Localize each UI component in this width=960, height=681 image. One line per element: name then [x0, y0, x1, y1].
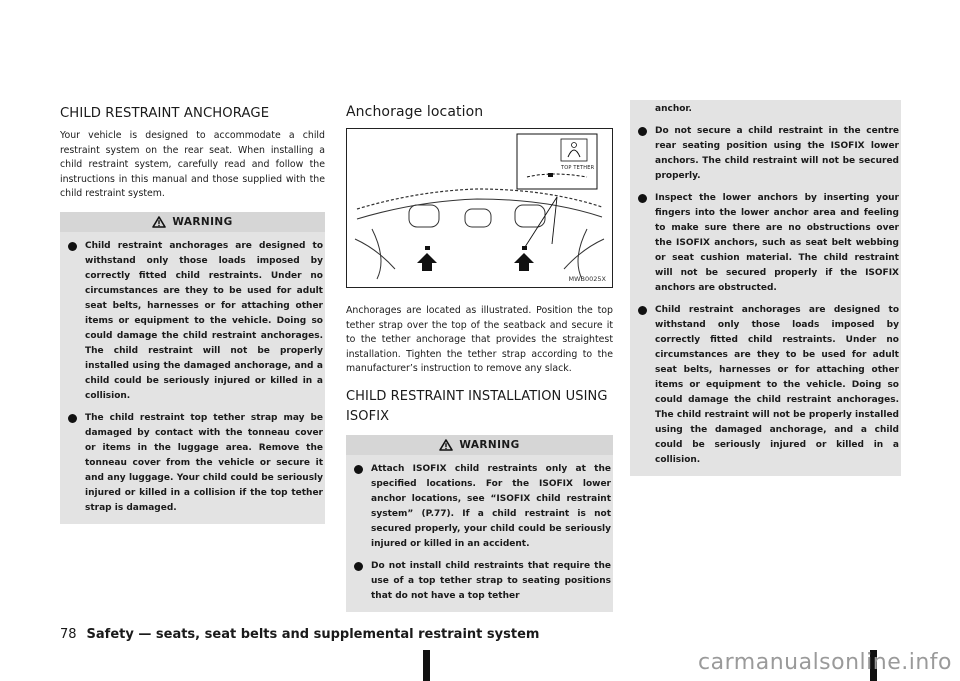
bullet-text: Do not secure a child restraint in the centre rear seating position using the ISOFIX lower anchors. The child restraint will not be secured properly.: [655, 126, 899, 181]
bullet-text: Inspect the lower anchors by inserting your fingers into the lower anchor area and feeling to make sure there are no obstructions over the ISOFIX anchors, such as seat belt webbing or seat cushion material. The child restraint will not be secured properly if the ISOFIX anchors are obstructed.: [655, 193, 899, 293]
section-title: Safety — seats, seat belts and supplemental restraint system: [86, 627, 540, 642]
crop-mark-left: [423, 650, 430, 681]
column-2: [346, 100, 613, 612]
warning-bullet: [630, 303, 901, 468]
anchorage-illustration: [346, 128, 613, 288]
warning-bullet: [630, 191, 901, 296]
warning-triangle-icon: [439, 439, 453, 451]
figure-inset-label: TOP TETHER: [561, 165, 595, 171]
warning-bullet: [346, 462, 613, 552]
warning-box: [60, 212, 325, 524]
continued-text: anchor.: [655, 104, 692, 114]
warning-box-continued: [630, 100, 901, 476]
section-heading-child-restraint-anchorage: CHILD RESTRAINT ANCHORAGE: [60, 106, 270, 121]
column-3: [630, 100, 901, 476]
figure-code: MWB0025X: [568, 275, 606, 283]
column-1: [60, 100, 325, 524]
bullet-dot-icon: [354, 465, 363, 474]
rear-seat-illustration: [347, 129, 612, 287]
warning-bullet: [630, 124, 901, 184]
warning-label: WARNING: [172, 215, 233, 228]
section-heading-isofix: CHILD RESTRAINT INSTALLATION USING ISOFIX: [346, 388, 608, 424]
bullet-dot-icon: [68, 414, 77, 423]
warning-label: WARNING: [459, 438, 520, 451]
warning-bullet: [60, 411, 325, 516]
section-heading-anchorage-location: Anchorage location: [346, 104, 484, 120]
bullet-dot-icon: [638, 194, 647, 203]
page-footer: [60, 627, 539, 642]
warning-header: [60, 212, 325, 232]
warning-triangle-icon: [152, 216, 166, 228]
warning-bullet: [60, 239, 325, 404]
bullet-text: The child restraint top tether strap may be damaged by contact with the tonneau cover or items in the luggage area. Remove the tonneau cover from the vehicle or secure it and any luggage. Your child could be seriously injured or killed in a collision if the top tether strap is damaged.: [85, 412, 323, 513]
page-number: 78: [60, 627, 77, 642]
bullet-text: Child restraint anchorages are designed to withstand only those loads imposed by correctly fitted child restraints. Under no circumstances are they to be used for adult seat belts, harnesses or for attaching other items or equipment to the vehicle. Doing so could damage the child restraint anchorages. The child restraint will not be properly installed using the damaged anchorage, and a child could be seriously injured or killed in a collision.: [85, 240, 323, 401]
watermark: carmanualsonline.info: [698, 650, 952, 675]
bullet-dot-icon: [638, 127, 647, 136]
warning-header: [346, 435, 613, 455]
bullet-text: Do not install child restraints that require the use of a top tether strap to seating positions that do not have a top tether: [371, 560, 611, 601]
bullet-text: Attach ISOFIX child restraints only at the specified locations. For the ISOFIX lower anchor locations, see “ISOFIX child restraint system” (P.77). If a child restraint is not secured properly, your child could be seriously injured or killed in an accident.: [371, 463, 611, 549]
anchorage-paragraph: Anchorages are located as illustrated. Position the top tether strap over the top of the seatback and secure it to the tether anchorage that provides the straightest installation. Tighten the tether strap according to the manufacturer’s instruction to remove any slack.: [346, 305, 613, 374]
warning-box: [346, 435, 613, 612]
bullet-text: Child restraint anchorages are designed to withstand only those loads imposed by correctly fitted child restraints. Under no circumstances are they to be used for adult seat belts, harnesses or for attaching other items or equipment to the vehicle. Doing so could damage the child restraint anchorages. The child restraint will not be properly installed using the damaged anchorage, and a child could be seriously injured or killed in a collision.: [655, 305, 899, 465]
warning-bullet: [346, 559, 613, 604]
bullet-dot-icon: [354, 562, 363, 571]
intro-paragraph: Your vehicle is designed to accommodate a child restraint system on the rear seat. When installing a child restraint system, carefully read and follow the instructions in this manual and those supplied with the child restraint system.: [60, 130, 325, 199]
bullet-dot-icon: [68, 242, 77, 251]
bullet-dot-icon: [638, 306, 647, 315]
